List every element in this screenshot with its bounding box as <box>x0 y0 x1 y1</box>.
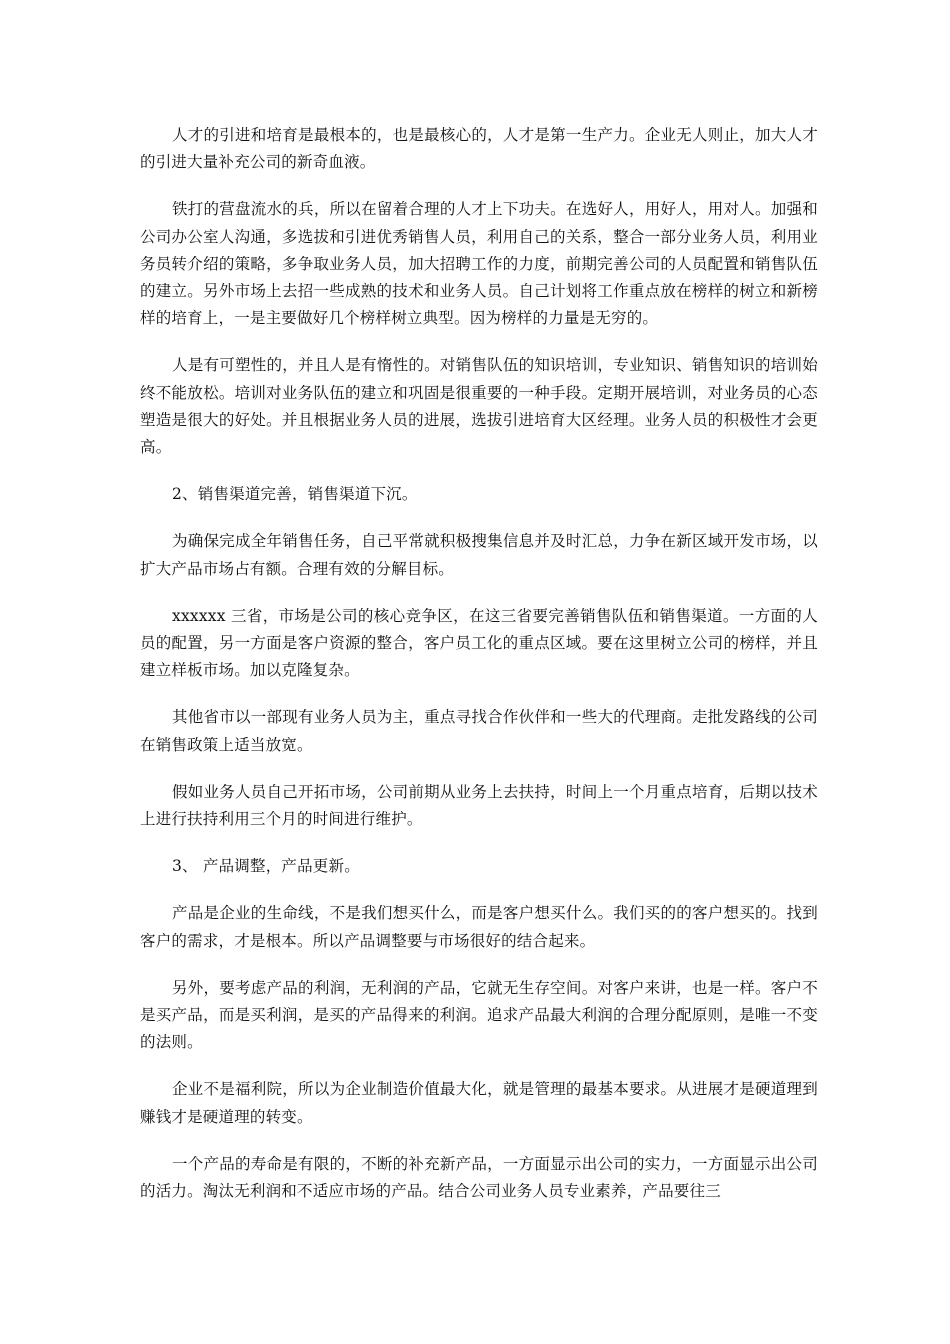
document-page <box>140 122 818 1225</box>
paragraph-talent-introduction: 人才的引进和培育是最根本的，也是最核心的，人才是第一生产力。企业无人则止，加大人才的引进大量补充公司的新奇血液。 <box>140 126 818 172</box>
paragraph-other-provinces: 其他省市以一部现有业务人员为主，重点寻找合作伙伴和一些大的代理商。走批发路线的公司在销售政策上适当放宽。 <box>140 708 818 754</box>
paragraph-sales-training: 人是有可塑性的，并且人是有惰性的。对销售队伍的知识培训，专业知识、销售知识的培训始终不能放松。培训对业务队伍的建立和巩固是很重要的一种手段。定期开展培训，对业务员的心态塑造是很大的好处。并且根据业务人员的进展，选拔引进培育大区经理。业务人员的积极性才会更高。 <box>140 356 818 457</box>
paragraph-annual-sales-target: 为确保完成全年销售任务，自己平常就积极搜集信息并及时汇总，力争在新区域开发市场，以扩大产品市场占有额。合理有效的分解目标。 <box>140 532 818 578</box>
paragraph-talent-retention: 铁打的营盘流水的兵，所以在留着合理的人才上下功夫。在选好人，用好人，用对人。加强和公司办公室人沟通，多选拔和引进优秀销售人员，利用自己的关系，整合一部分业务人员，利用业务员转介绍的策略，多争取业务人员，加大招聘工作的力度，前期完善公司的人员配置和销售队伍的建立。另外市场上去招一些成熟的技术和业务人员。自己计划将工作重点放在榜样的树立和新榜样的培育上，一是主要做好几个榜样树立典型。因为榜样的力量是无穷的。 <box>140 200 818 328</box>
section-heading-product-adjustment: 3、 产品调整，产品更新。 <box>172 857 360 876</box>
paragraph-market-development-support: 假如业务人员自己开拓市场，公司前期从业务上去扶持，时间上一个月重点培育，后期以技术上进行扶持利用三个月的时间进行维护。 <box>140 782 818 829</box>
section-heading-sales-channels: 2、销售渠道完善，销售渠道下沉。 <box>172 485 418 504</box>
paragraph-core-provinces: xxxxxx 三省，市场是公司的核心竞争区，在这三省要完善销售队伍和销售渠道。一方面的人员的配置，另一方面是客户资源的整合，客户员工化的重点区域。要在这里树立公司的榜样，并且建立样板市场。加以克隆复杂。 <box>140 606 818 680</box>
paragraph-product-lifespan: 一个产品的寿命是有限的，不断的补充新产品，一方面显示出公司的实力，一方面显示出公司的活力。淘汰无利润和不适应市场的产品。结合公司业务人员专业素养，产品要往三 <box>140 1154 818 1201</box>
paragraph-product-lifeline: 产品是企业的生命线，不是我们想买什么，而是客户想买什么。我们买的的客户想买的。找到客户的需求，才是根本。所以产品调整要与市场很好的结合起来。 <box>140 904 818 950</box>
paragraph-value-maximization: 企业不是福利院，所以为企业制造价值最大化，就是管理的最基本要求。从进展才是硬道理到赚钱才是硬道理的转变。 <box>140 1080 818 1126</box>
paragraph-product-profit: 另外，要考虑产品的利润，无利润的产品，它就无生存空间。对客户来讲，也是一样。客户不是买产品，而是买利润，是买的产品得来的利润。追求产品最大利润的合理分配原则，是唯一不变的法则。 <box>140 978 818 1052</box>
